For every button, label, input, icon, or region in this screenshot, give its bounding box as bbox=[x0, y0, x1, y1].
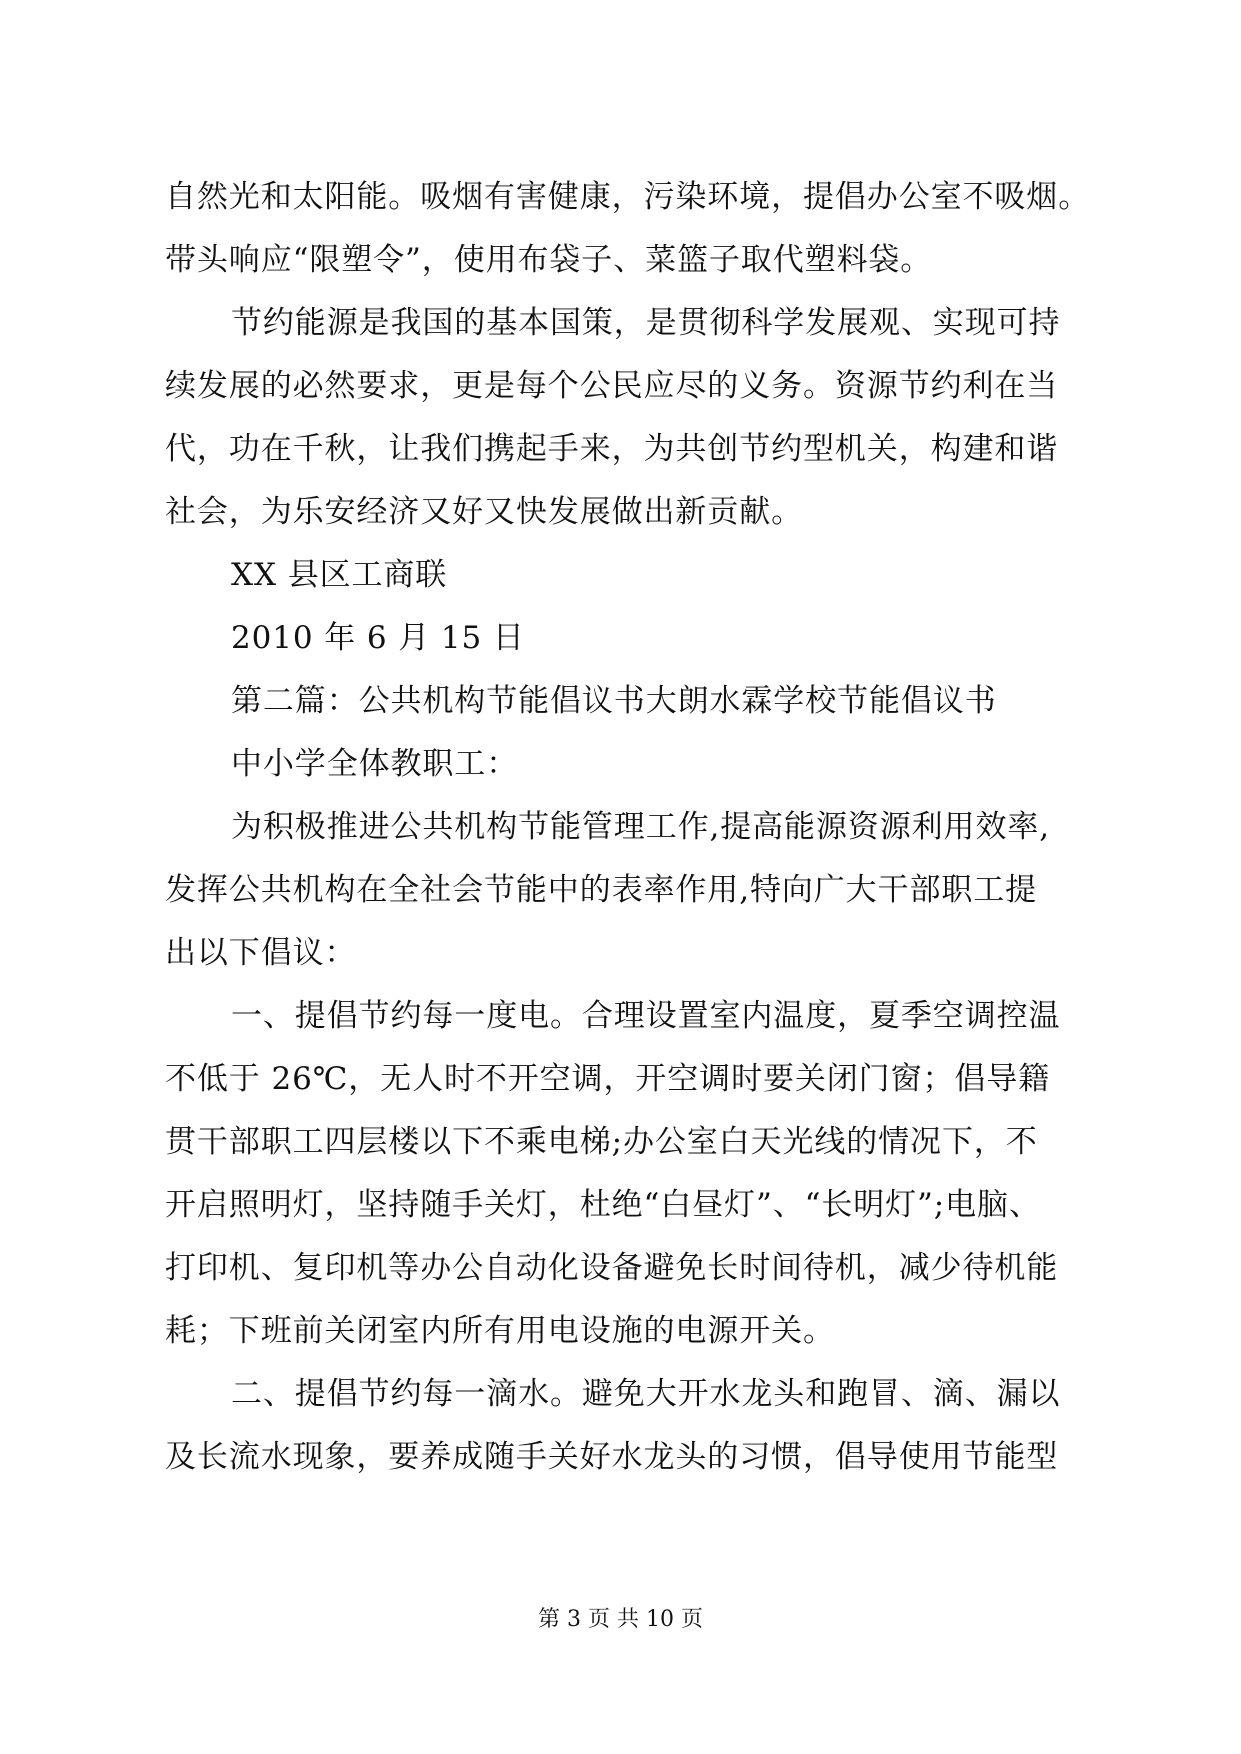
text-line: 带头响应“限塑令”，使用布袋子、菜篮子取代塑料袋。 bbox=[165, 242, 933, 278]
signature-date: 2010 年 6 月 15 日 bbox=[231, 620, 525, 656]
text-line: 开启照明灯，坚持随手关灯，杜绝“白昼灯”、“长明灯”;电脑、 bbox=[165, 1187, 1041, 1223]
text-line: 发挥公共机构在全社会节能中的表率作用,特向广大干部职工提 bbox=[165, 872, 1038, 908]
text-line: 及长流水现象，要养成随手关好水龙头的习惯，倡导使用节能型 bbox=[165, 1439, 1059, 1475]
paragraph-start: 为积极推进公共机构节能管理工作,提高能源资源利用效率, bbox=[231, 809, 1051, 845]
text-line: 贯干部职工四层楼以下不乘电梯;办公室白天光线的情况下，不 bbox=[165, 1124, 1038, 1160]
text-line: 不低于 26℃，无人时不开空调，开空调时要关闭门窗；倡导籍 bbox=[165, 1061, 1051, 1097]
section-heading: 第二篇：公共机构节能倡议书大朗水霖学校节能倡议书 bbox=[231, 683, 997, 719]
document-body bbox=[165, 166, 1091, 1489]
text-line: 耗；下班前关闭室内所有用电设施的电源开关。 bbox=[165, 1313, 835, 1349]
text-line: 出以下倡议： bbox=[165, 935, 357, 971]
page-footer: 第 3 页 共 10 页 bbox=[538, 1607, 703, 1632]
signature-organization: XX 县区工商联 bbox=[231, 557, 448, 593]
text-line: 续发展的必然要求，更是每个公民应尽的义务。资源节约利在当 bbox=[165, 368, 1059, 404]
text-line: 代，功在千秋，让我们携起手来，为共创节约型机关，构建和谐 bbox=[165, 431, 1059, 467]
salutation: 中小学全体教职工： bbox=[231, 746, 519, 782]
paragraph-start: 一、提倡节约每一度电。合理设置室内温度，夏季空调控温 bbox=[231, 998, 1061, 1034]
text-line: 社会，为乐安经济又好又快发展做出新贡献。 bbox=[165, 494, 803, 530]
paragraph-start: 节约能源是我国的基本国策，是贯彻科学发展观、实现可持 bbox=[231, 305, 1061, 341]
text-line: 打印机、复印机等办公自动化设备避免长时间待机，减少待机能 bbox=[165, 1250, 1059, 1286]
text-line: 自然光和太阳能。吸烟有害健康，污染环境，提倡办公室不吸烟。 bbox=[165, 179, 1091, 215]
paragraph-start: 二、提倡节约每一滴水。避免大开水龙头和跑冒、滴、漏以 bbox=[231, 1376, 1061, 1412]
